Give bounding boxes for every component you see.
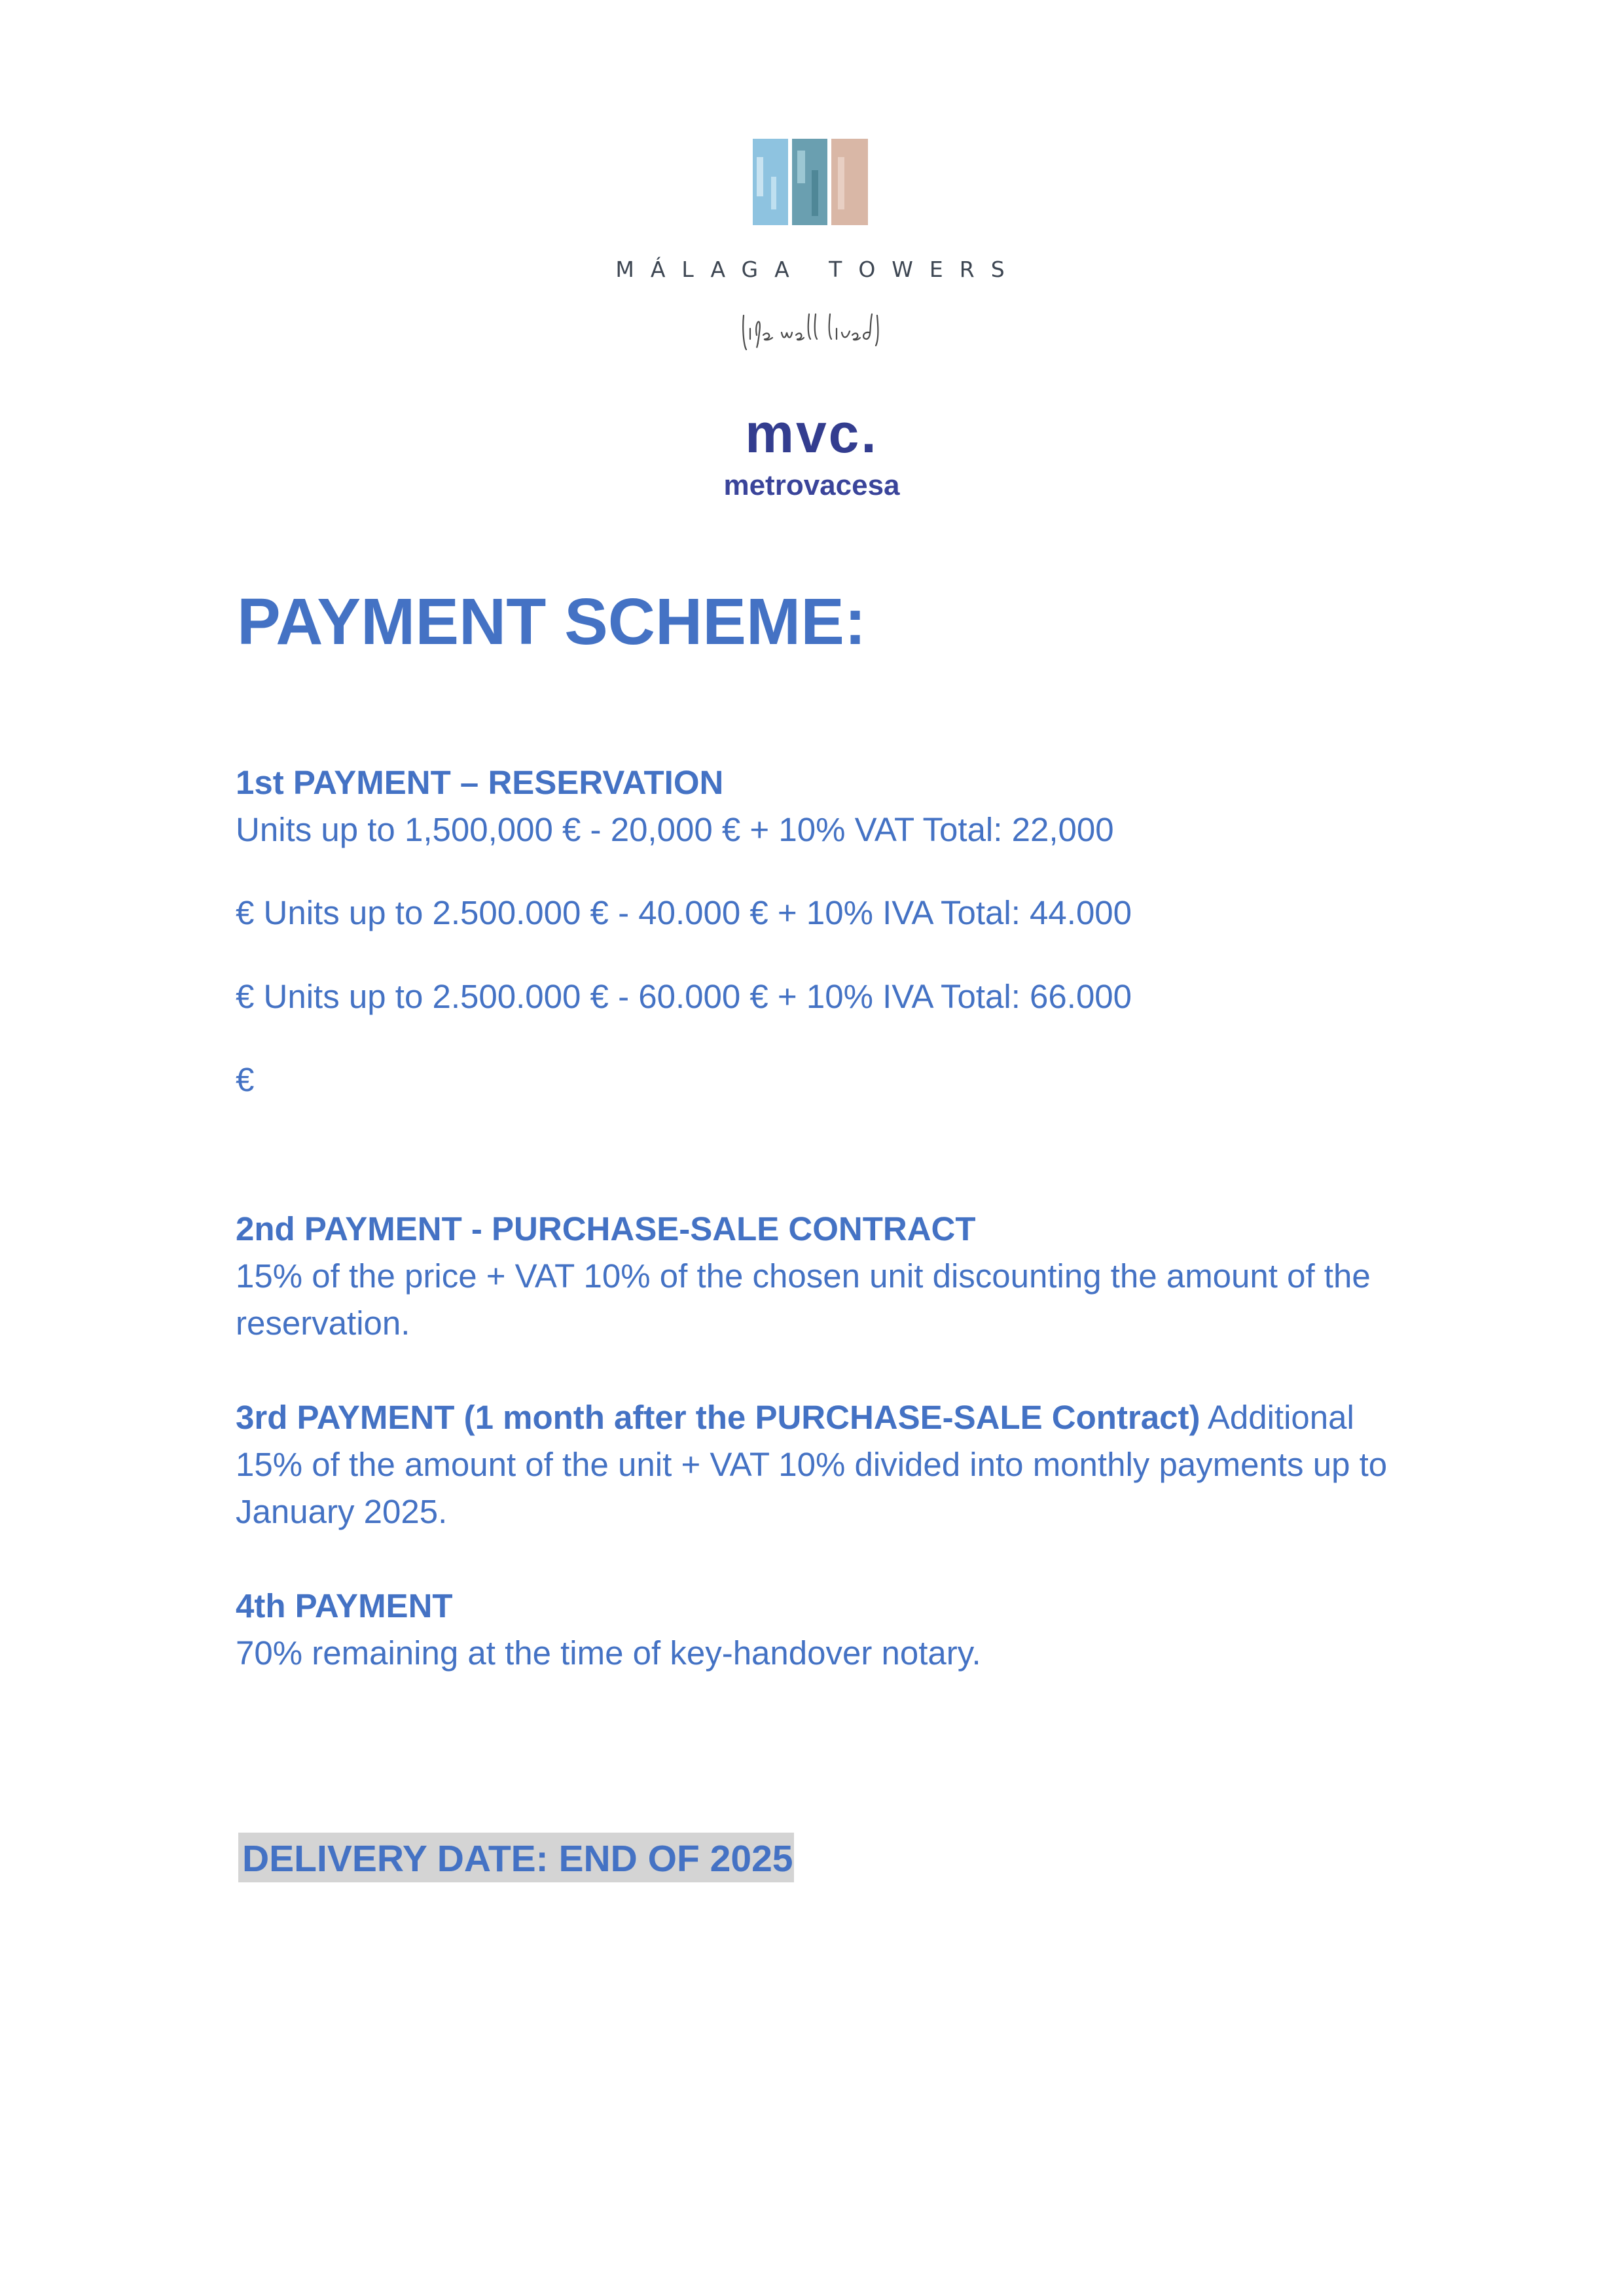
payment-1-line: € Units up to 2.500.000 € - 60.000 € + 10% IVA Total: 66.000: [236, 978, 1132, 1015]
payment-2-block: [236, 1206, 1414, 1347]
payment-1-heading: 1st PAYMENT – RESERVATION: [236, 764, 724, 801]
mvc-logo: mvc.: [745, 403, 878, 464]
payment-3-heading: 3rd PAYMENT (1 month after the PURCHASE-SALE Contract): [236, 1399, 1200, 1436]
delivery-date-highlight: DELIVERY DATE: END OF 2025: [238, 1833, 794, 1882]
payment-3-text: Additional 15% of the amount of the unit + VAT 10% divided into monthly payments up to January 2025.: [236, 1399, 1388, 1530]
payment-1-line: Units up to 1,500,000 € - 20,000 € + 10% VAT Total: 22,000: [236, 811, 1114, 848]
payment-4-text: 70% remaining at the time of key-handover notary.: [236, 1634, 981, 1672]
malaga-towers-logo-icon: [751, 137, 871, 228]
payment-1-line: € Units up to 2.500.000 € - 40.000 € + 10% IVA Total: 44.000: [236, 894, 1132, 931]
payment-4-heading: 4th PAYMENT: [236, 1587, 453, 1624]
payment-1-line: €: [236, 1061, 255, 1098]
tagline-script-image: [738, 309, 882, 355]
brand-name: MÁLAGA TOWERS: [615, 257, 1021, 282]
payment-4-block: [236, 1583, 1414, 1677]
payment-2-text: 15% of the price + VAT 10% of the chosen unit discounting the amount of the reservation.: [236, 1257, 1371, 1342]
metrovacesa-logo-text: metrovacesa: [723, 469, 900, 501]
payment-2-heading: 2nd PAYMENT - PURCHASE-SALE CONTRACT: [236, 1210, 976, 1247]
page-title: PAYMENT SCHEME:: [237, 585, 867, 658]
payment-3-block: [236, 1394, 1414, 1535]
